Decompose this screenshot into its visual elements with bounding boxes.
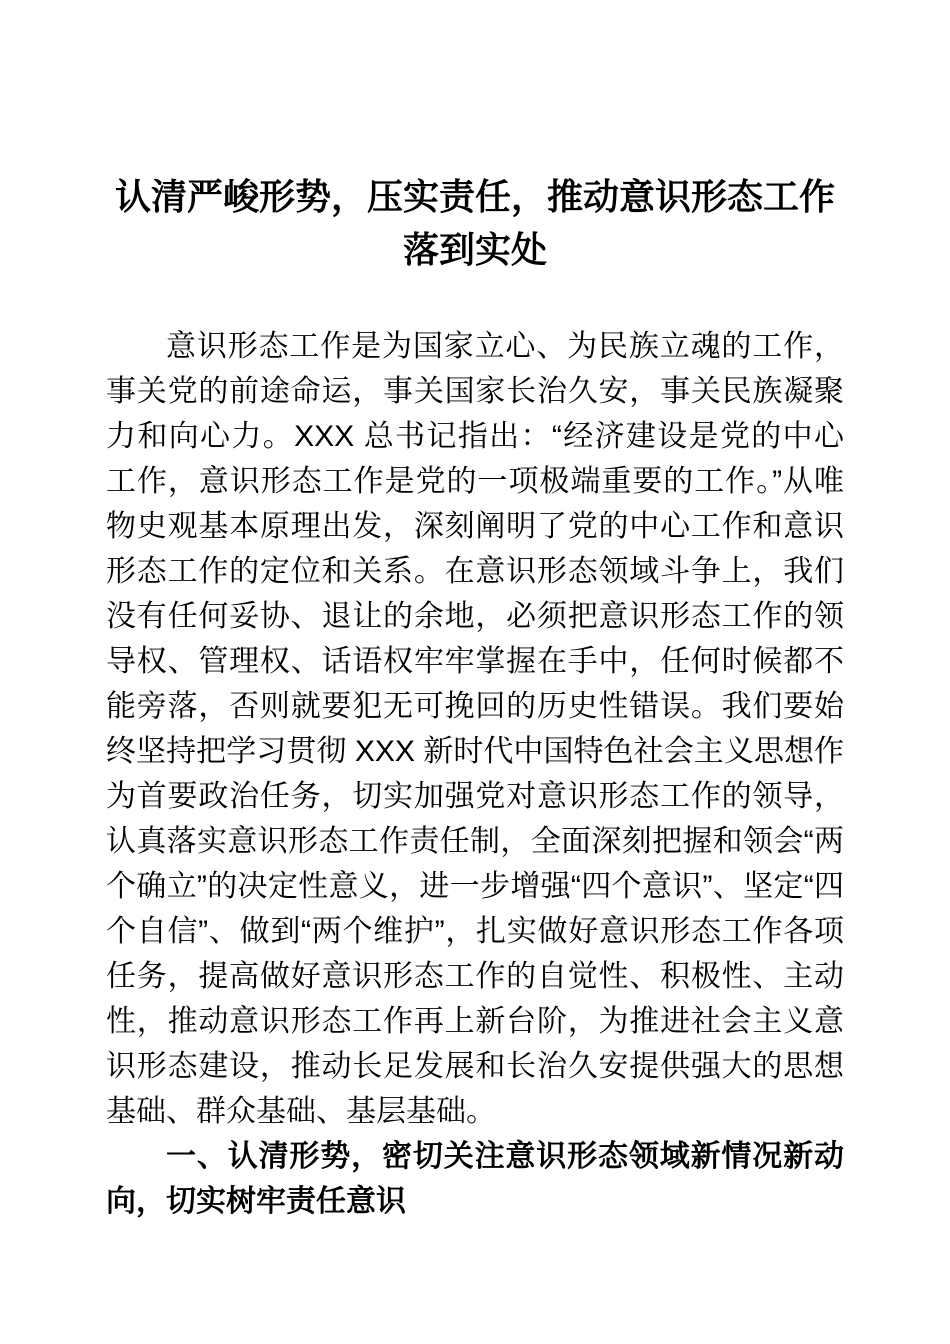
paragraph-intro: 意识形态工作是为国家立心、为民族立魂的工作，事关党的前途命运，事关国家长治久安，事关民族凝聚力和向心力。XXX 总书记指出：“经济建设是党的中心工作，意识形态工作是党的一项极端重要的工作。”从唯物史观基本原理出发，深刻阐明了党的中心工作和意识形态工作的定位和关系。在意识形态领域斗争上，我们没有任何妥协、退让的余地，必须把意识形态工作的领导权、管理权、话语权牢牢掌握在手中，任何时候都不能旁落，否则就要犯无可挽回的历史性错误。我们要始终坚持把学习贯彻 XXX 新时代中国特色社会主义思想作为首要政治任务，切实加强党对意识形态工作的领导，认真落实意识形态工作责任制，全面深刻把握和领会“两个确立”的决定性意义，进一步增强“四个意识”、坚定“四个自信”、做到“两个维护”，扎实做好意识形态工作各项任务，提高做好意识形态工作的自觉性、积极性、主动性，推动意识形态工作再上新台阶，为推进社会主义意识形态建设，推动长足发展和长治久安提供强大的思想基础、群众基础、基层基础。	[106, 330, 844, 1128]
document-title: 认清严峻形势，压实责任，推动意识形态工作落到实处	[114, 176, 835, 270]
section-heading-1: 一、认清形势，密切关注意识形态领域新情况新动向，切实树牢责任意识	[106, 1140, 844, 1218]
